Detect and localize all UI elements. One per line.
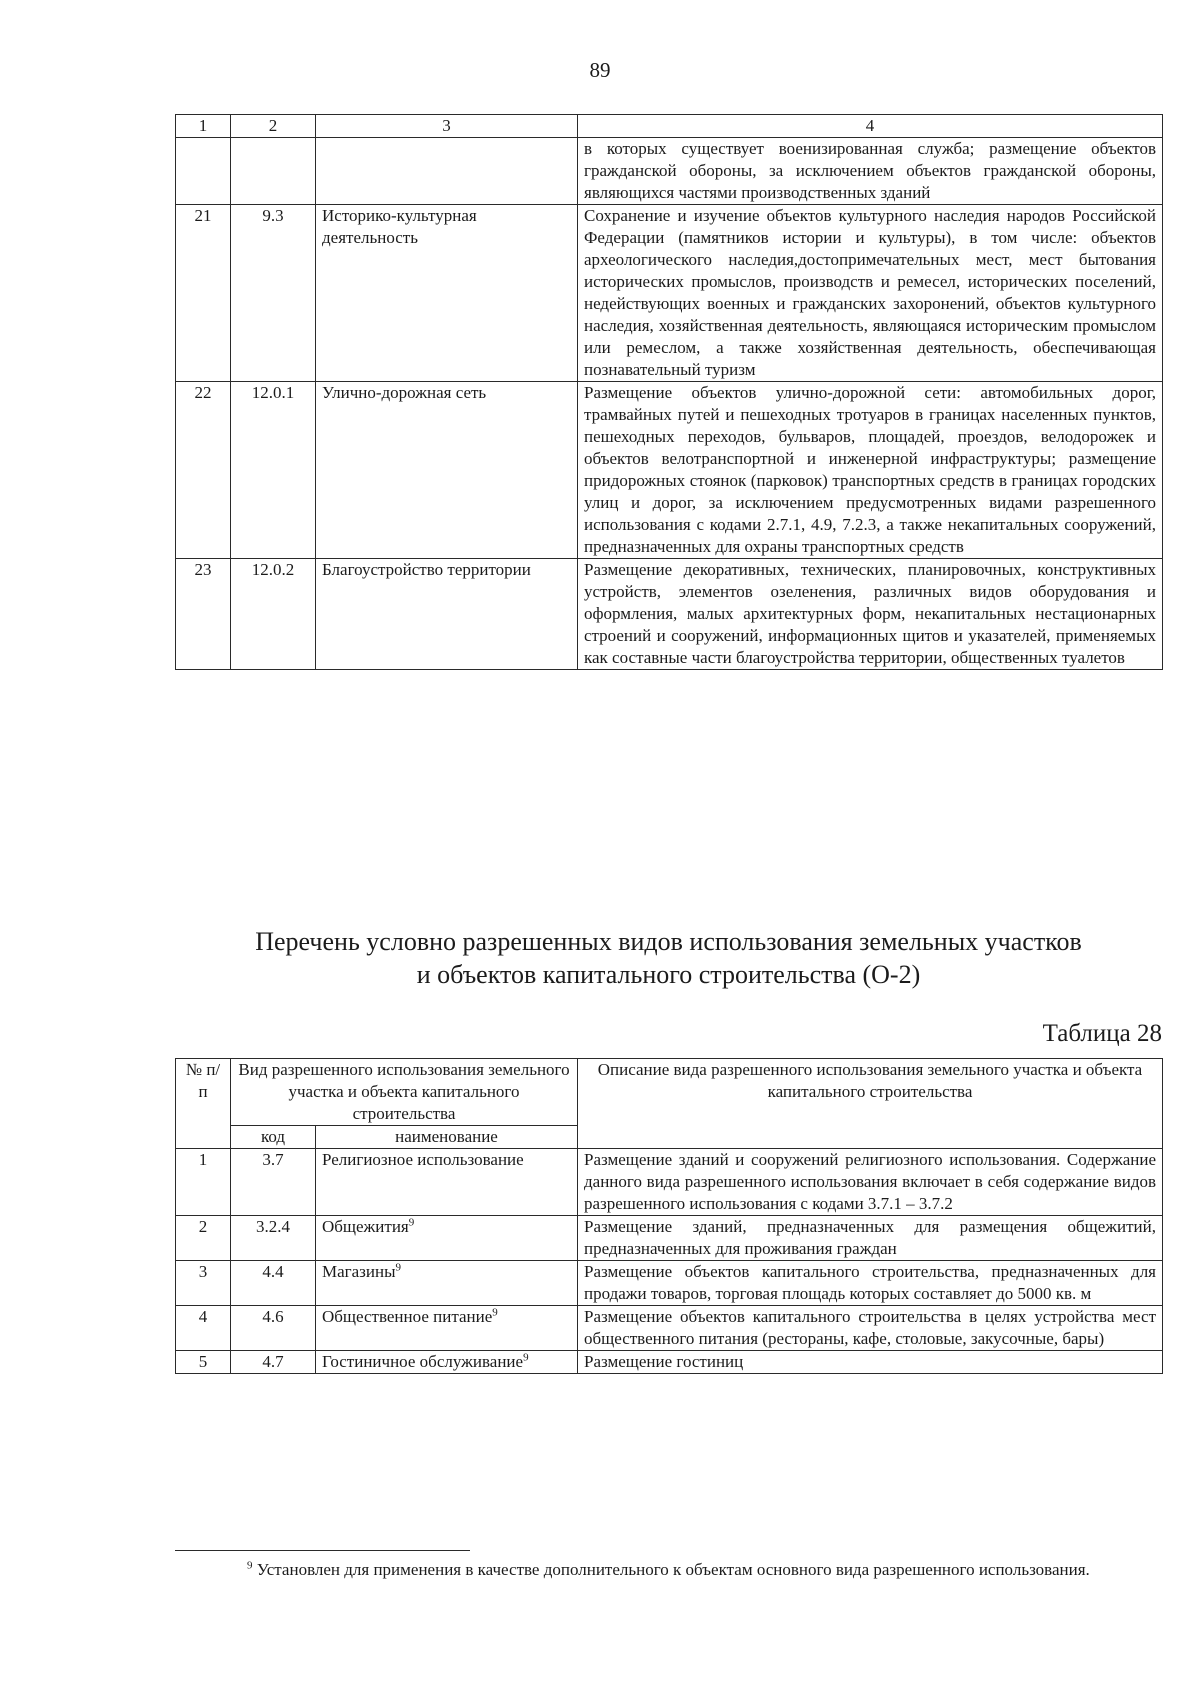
row-number: 22	[176, 382, 231, 559]
header-description: Описание вида разрешенного использования земельного участка и объекта капитального строительства	[578, 1059, 1163, 1149]
row-number: 21	[176, 205, 231, 382]
column-number-4: 4	[578, 115, 1163, 138]
header-name: наименование	[316, 1126, 578, 1149]
column-number-2: 2	[231, 115, 316, 138]
row-description: Размещение объектов улично-дорожной сети: автомобильных дорог, трамвайных путей и пешеходных тротуаров в границах населенных пунктов, пешеходных переходов, бульваров, площадей, проездов, велодорожек и объектов велотранспортной и инженерной инфраструктуры; размещение придорожных стоянок (парковок) транспортных средств в границах городских улиц и дорог, за исключением предусмотренных видами разрешенного использования с кодами 2.7.1, 4.9, 7.2.3, а также некапитальных сооружений, предназначенных для охраны транспортных средств	[578, 382, 1163, 559]
row-name: Улично-дорожная сеть	[316, 382, 578, 559]
row-number: 1	[176, 1149, 231, 1216]
table-row	[176, 138, 1163, 205]
column-number-1: 1	[176, 115, 231, 138]
row-name-text: Религиозное использование	[322, 1150, 524, 1169]
table-row	[176, 1261, 1163, 1306]
header-number: № п/п	[176, 1059, 231, 1149]
row-name	[316, 1216, 578, 1261]
land-use-table-continued	[175, 114, 1163, 670]
row-code: 4.4	[231, 1261, 316, 1306]
row-name	[316, 1306, 578, 1351]
footnote-ref: 9	[395, 1261, 402, 1274]
section-heading	[175, 925, 1162, 991]
footnote	[175, 1558, 1162, 1581]
row-name-text: Магазины	[322, 1262, 396, 1281]
row-description: Размещение объектов капитального строительства в целях устройства мест общественного питания (рестораны, кафе, столовые, закусочные, бары)	[578, 1306, 1163, 1351]
header-code: код	[231, 1126, 316, 1149]
page-number: 89	[589, 58, 611, 82]
row-name	[316, 1351, 578, 1374]
row-number	[176, 138, 231, 205]
row-number: 3	[176, 1261, 231, 1306]
row-description: Сохранение и изучение объектов культурного наследия народов Российской Федерации (памятников истории и культуры), в том числе: объектов археологического наследия,достопримечательных мест, мест бытования исторических промыслов, производств и ремесел, исторических поселений, недействующих военных и гражданских захоронений, объектов культурного наследия, хозяйственная деятельность, являющаяся историческим промыслом или ремеслом, а также хозяйственная деятельность, обеспечивающая познавательный туризм	[578, 205, 1163, 382]
column-number-3: 3	[316, 115, 578, 138]
table-header-row	[176, 115, 1163, 138]
table-row	[176, 559, 1163, 670]
row-name: Историко-культурная деятельность	[316, 205, 578, 382]
row-name	[316, 1261, 578, 1306]
row-name	[316, 138, 578, 205]
table-row	[176, 205, 1163, 382]
table-row	[176, 1216, 1163, 1261]
footnote-ref: 9	[408, 1216, 415, 1229]
row-code: 9.3	[231, 205, 316, 382]
row-code: 4.7	[231, 1351, 316, 1374]
footnote-ref: 9	[492, 1306, 498, 1319]
row-number: 23	[176, 559, 231, 670]
row-code: 3.7	[231, 1149, 316, 1216]
row-description: Размещение объектов капитального строительства, предназначенных для продажи товаров, торговая площадь которых составляет до 5000 кв. м	[578, 1261, 1163, 1306]
table-row	[176, 1149, 1163, 1216]
row-name-text: Общественное питание	[322, 1307, 493, 1326]
table-row	[176, 382, 1163, 559]
conditional-use-table	[175, 1058, 1163, 1374]
row-description: Размещение зданий и сооружений религиозного использования. Содержание данного вида разрешенного использования включает в себя содержание видов разрешенного использования с кодами 3.7.1 – 3.7.2	[578, 1149, 1163, 1216]
row-name-text: Общежития	[322, 1217, 409, 1236]
row-description: Размещение гостиниц	[578, 1351, 1163, 1374]
table-header-row	[176, 1059, 1163, 1126]
row-number: 4	[176, 1306, 231, 1351]
row-number: 2	[176, 1216, 231, 1261]
row-code: 12.0.1	[231, 382, 316, 559]
row-code: 3.2.4	[231, 1216, 316, 1261]
footnote-divider	[175, 1550, 470, 1551]
row-code: 4.6	[231, 1306, 316, 1351]
row-code: 12.0.2	[231, 559, 316, 670]
header-use-type: Вид разрешенного использования земельного участка и объекта капитального строительства	[231, 1059, 578, 1126]
footnote-text: Установлен для применения в качестве дополнительного к объектам основного вида разрешенного использования.	[252, 1560, 1090, 1579]
footnote-ref: 9	[523, 1351, 529, 1364]
table-row	[176, 1306, 1163, 1351]
row-description: Размещение зданий, предназначенных для размещения общежитий, предназначенных для проживания граждан	[578, 1216, 1163, 1261]
section-heading-line-2: и объектов капитального строительства (О-2)	[416, 960, 921, 989]
footnote-marker: 9	[247, 1559, 253, 1572]
row-name: Благоустройство территории	[316, 559, 578, 670]
row-code	[231, 138, 316, 205]
row-number: 5	[176, 1351, 231, 1374]
row-description: в которых существует военизированная служба; размещение объектов гражданской обороны, за исключением объектов гражданской обороны, являющихся частями производственных зданий	[578, 138, 1163, 205]
row-name-text: Гостиничное обслуживание	[322, 1352, 524, 1371]
row-name	[316, 1149, 578, 1216]
row-description: Размещение декоративных, технических, планировочных, конструктивных устройств, элементов озеленения, различных видов оборудования и оформления, малых архитектурных форм, некапитальных нестационарных строений и сооружений, информационных щитов и указателей, применяемых как составные части благоустройства территории, общественных туалетов	[578, 559, 1163, 670]
table-row	[176, 1351, 1163, 1374]
table-caption: Таблица 28	[1042, 1020, 1162, 1047]
section-heading-line-1: Перечень условно разрешенных видов использования земельных участков	[255, 927, 1082, 956]
